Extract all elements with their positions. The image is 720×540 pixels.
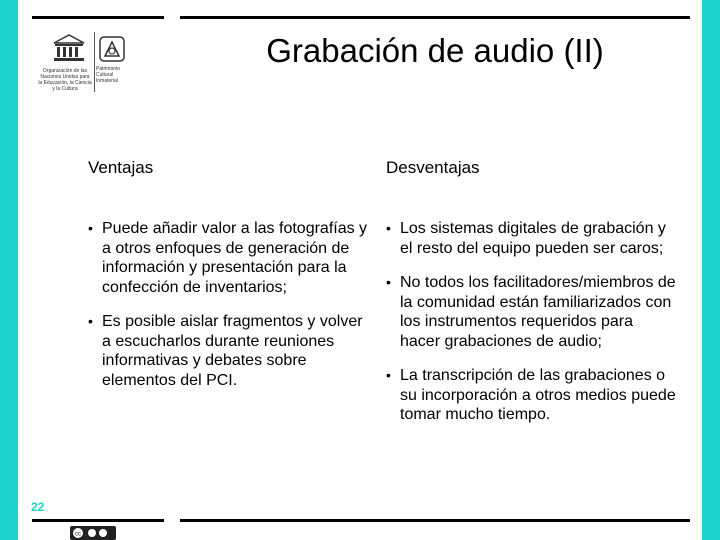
bullet-icon: •: [386, 274, 391, 290]
list-item: [386, 366, 676, 425]
top-left-rule: [32, 16, 164, 19]
top-right-rule: [180, 16, 690, 19]
bullet-icon: •: [88, 313, 93, 329]
advantages-list: [88, 219, 368, 405]
unesco-org-text: Organización de las Naciones Unidas para la Educación, la Ciencia y la Cultura: [38, 68, 92, 92]
intangible-heritage-icon: [99, 36, 125, 62]
right-accent-bar: [702, 0, 720, 540]
list-item: [88, 219, 368, 297]
list-item: [88, 312, 368, 390]
svg-text:cc: cc: [75, 531, 81, 538]
logo-block: [38, 30, 128, 92]
list-item-text: Puede añadir valor a las fotografías y a otros enfoques de generación de información y presentación para la confección de inventarios;: [102, 220, 368, 296]
bullet-icon: •: [386, 367, 391, 383]
list-item-text: No todos los facilitadores/miembros de la comunidad están familiarizados con los instrumentos requeridos para hacer grabaciones de audio;: [400, 274, 676, 350]
list-item-text: La transcripción de las grabaciones o su incorporación a otros medios puede tomar mucho tiempo.: [400, 367, 676, 423]
ich-text: Patrimonio Cultural Inmaterial: [96, 66, 120, 84]
bottom-right-rule: [180, 519, 690, 522]
bottom-left-rule: [32, 519, 164, 522]
bullet-icon: •: [386, 220, 391, 236]
logo-divider: [94, 32, 95, 92]
list-item-text: Es posible aislar fragmentos y volver a escucharlos durante reuniones informativas y debates sobre elementos del PCI.: [102, 313, 363, 389]
left-accent-bar: [0, 0, 18, 540]
slide-title: Grabación de audio (II): [266, 32, 604, 69]
unesco-temple-icon: [52, 34, 86, 62]
creative-commons-icon: [70, 526, 116, 540]
list-item-text: Los sistemas digitales de grabación y el resto del equipo pueden ser caros;: [400, 220, 666, 257]
bullet-icon: •: [88, 220, 93, 236]
disadvantages-heading: Desventajas: [386, 158, 480, 177]
advantages-heading: Ventajas: [88, 158, 154, 177]
list-item: [386, 219, 676, 258]
disadvantages-list: [386, 219, 676, 440]
page-number: 22: [31, 500, 45, 514]
list-item: [386, 273, 676, 351]
